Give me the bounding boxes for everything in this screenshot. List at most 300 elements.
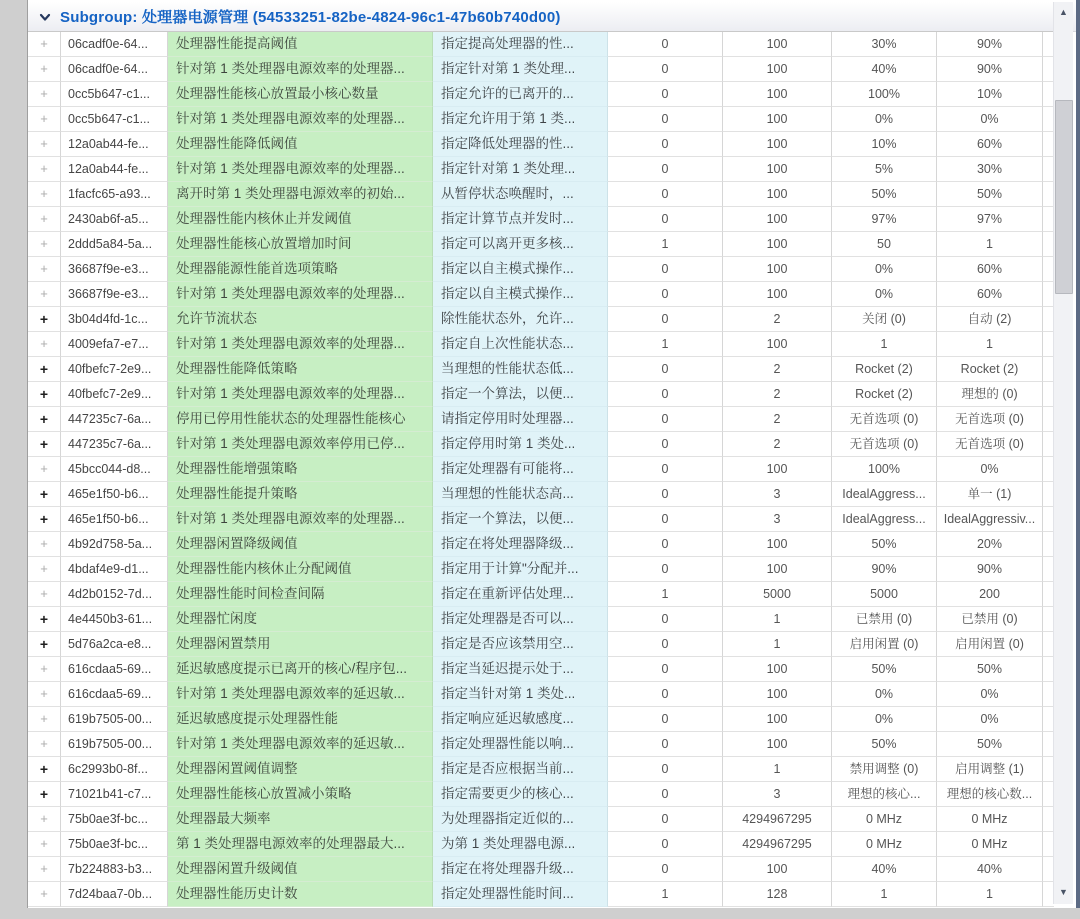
max-value-cell: 128 <box>723 882 832 907</box>
table-row[interactable] <box>28 282 1054 307</box>
table-row[interactable] <box>28 132 1054 157</box>
ac-value-cell[interactable]: 0 MHz <box>832 832 937 857</box>
setting-name-cell[interactable]: 处理器忙闲度 <box>168 607 433 632</box>
setting-name-cell[interactable]: 允许节流状态 <box>168 307 433 332</box>
max-value-cell: 100 <box>723 32 832 57</box>
expand-plus-icon[interactable]: + <box>28 682 61 707</box>
expand-plus-icon[interactable]: + <box>28 182 61 207</box>
table-row[interactable] <box>28 657 1054 682</box>
description-cell: 当理想的性能状态高... <box>433 482 608 507</box>
min-value-cell: 1 <box>608 232 723 257</box>
table-row[interactable] <box>28 307 1054 332</box>
max-value-cell: 100 <box>723 282 832 307</box>
table-row[interactable] <box>28 707 1054 732</box>
guid-cell: 75b0ae3f-bc... <box>61 807 168 832</box>
expand-plus-icon[interactable]: + <box>28 757 61 782</box>
ac-value-cell[interactable]: 97% <box>832 207 937 232</box>
table-row[interactable] <box>28 857 1054 882</box>
setting-name-cell[interactable]: 停用已停用性能状态的处理器性能核心 <box>168 407 433 432</box>
max-value-cell: 3 <box>723 482 832 507</box>
min-value-cell: 0 <box>608 557 723 582</box>
expand-plus-icon[interactable]: + <box>28 32 61 57</box>
expand-plus-icon[interactable]: + <box>28 782 61 807</box>
min-value-cell: 0 <box>608 507 723 532</box>
guid-cell: 465e1f50-b6... <box>61 482 168 507</box>
table-row[interactable] <box>28 207 1054 232</box>
max-value-cell: 100 <box>723 707 832 732</box>
min-value-cell: 0 <box>608 157 723 182</box>
max-value-cell: 1 <box>723 607 832 632</box>
ac-value-cell[interactable]: 30% <box>832 32 937 57</box>
setting-name-cell[interactable]: 延迟敏感度提示已离开的核心/程序包... <box>168 657 433 682</box>
table-row[interactable] <box>28 682 1054 707</box>
min-value-cell: 0 <box>608 807 723 832</box>
dc-value-cell[interactable]: 30% <box>937 157 1043 182</box>
min-value-cell: 0 <box>608 32 723 57</box>
dc-value-cell[interactable]: 启用闲置 (0) <box>937 632 1043 657</box>
min-value-cell: 0 <box>608 482 723 507</box>
setting-name-cell[interactable]: 针对第 1 类处理器电源效率的延迟敏... <box>168 682 433 707</box>
expand-plus-icon[interactable]: + <box>28 632 61 657</box>
max-value-cell: 5000 <box>723 582 832 607</box>
min-value-cell: 0 <box>608 707 723 732</box>
description-cell: 指定当针对第 1 类处... <box>433 682 608 707</box>
setting-name-cell[interactable]: 离开时第 1 类处理器电源效率的初始... <box>168 182 433 207</box>
description-cell: 指定一个算法，以便... <box>433 382 608 407</box>
setting-name-cell[interactable]: 处理器性能降低策略 <box>168 357 433 382</box>
max-value-cell: 1 <box>723 632 832 657</box>
min-value-cell: 0 <box>608 732 723 757</box>
dc-value-cell[interactable]: 97% <box>937 207 1043 232</box>
ac-value-cell[interactable]: 0 MHz <box>832 807 937 832</box>
guid-cell: 4d2b0152-7d... <box>61 582 168 607</box>
ac-value-cell[interactable]: 1 <box>832 332 937 357</box>
dc-value-cell[interactable]: 自动 (2) <box>937 307 1043 332</box>
min-value-cell: 1 <box>608 882 723 907</box>
expand-plus-icon[interactable]: + <box>28 607 61 632</box>
description-cell: 指定当延迟提示处于... <box>433 657 608 682</box>
dc-value-cell[interactable]: 40% <box>937 857 1043 882</box>
min-value-cell: 0 <box>608 432 723 457</box>
table-row[interactable] <box>28 82 1054 107</box>
guid-cell: 0cc5b647-c1... <box>61 107 168 132</box>
dc-value-cell[interactable]: 1 <box>937 232 1043 257</box>
window-right-edge <box>1076 0 1080 908</box>
table-row[interactable] <box>28 532 1054 557</box>
dc-value-cell[interactable]: 90% <box>937 57 1043 82</box>
min-value-cell: 0 <box>608 82 723 107</box>
table-row[interactable] <box>28 232 1054 257</box>
expand-plus-icon[interactable]: + <box>28 107 61 132</box>
setting-name-cell[interactable]: 处理器性能降低阈值 <box>168 132 433 157</box>
dc-value-cell[interactable]: 1 <box>937 882 1043 907</box>
table-row[interactable] <box>28 482 1054 507</box>
ac-value-cell[interactable]: 禁用调整 (0) <box>832 757 937 782</box>
ac-value-cell[interactable]: 50 <box>832 232 937 257</box>
table-row[interactable] <box>28 807 1054 832</box>
scroll-up-button[interactable]: ▲ <box>1054 3 1073 20</box>
dc-value-cell[interactable]: 1 <box>937 332 1043 357</box>
guid-cell: 06cadf0e-64... <box>61 57 168 82</box>
max-value-cell: 100 <box>723 82 832 107</box>
min-value-cell: 0 <box>608 307 723 332</box>
ac-value-cell[interactable]: 理想的核心... <box>832 782 937 807</box>
setting-name-cell[interactable]: 针对第 1 类处理器电源效率的处理器... <box>168 332 433 357</box>
ac-value-cell[interactable]: 关闭 (0) <box>832 307 937 332</box>
description-cell: 指定以自主模式操作... <box>433 282 608 307</box>
ac-value-cell[interactable]: 50% <box>832 732 937 757</box>
dc-value-cell[interactable]: 已禁用 (0) <box>937 607 1043 632</box>
ac-value-cell[interactable]: Rocket (2) <box>832 357 937 382</box>
setting-name-cell[interactable]: 处理器性能核心放置减小策略 <box>168 782 433 807</box>
min-value-cell: 0 <box>608 407 723 432</box>
setting-name-cell[interactable]: 针对第 1 类处理器电源效率的处理器... <box>168 107 433 132</box>
ac-value-cell[interactable]: 1 <box>832 882 937 907</box>
table-row[interactable] <box>28 507 1054 532</box>
description-cell: 指定允许用于第 1 类... <box>433 107 608 132</box>
setting-name-cell[interactable]: 处理器闲置升级阈值 <box>168 857 433 882</box>
table-row[interactable] <box>28 632 1054 657</box>
ac-value-cell[interactable]: 0% <box>832 707 937 732</box>
table-row[interactable] <box>28 407 1054 432</box>
guid-cell: 7d24baa7-0b... <box>61 882 168 907</box>
min-value-cell: 0 <box>608 132 723 157</box>
max-value-cell: 2 <box>723 307 832 332</box>
ac-value-cell[interactable]: 90% <box>832 557 937 582</box>
description-cell: 指定处理器性能以响... <box>433 732 608 757</box>
ac-value-cell[interactable]: 0% <box>832 257 937 282</box>
description-cell: 从暂停状态唤醒时，... <box>433 182 608 207</box>
expand-plus-icon[interactable]: + <box>28 382 61 407</box>
min-value-cell: 0 <box>608 382 723 407</box>
settings-table <box>28 31 1054 908</box>
min-value-cell: 0 <box>608 682 723 707</box>
guid-cell: 12a0ab44-fe... <box>61 157 168 182</box>
setting-name-cell[interactable]: 处理器闲置阈值调整 <box>168 757 433 782</box>
expand-plus-icon[interactable]: + <box>28 807 61 832</box>
setting-name-cell[interactable]: 针对第 1 类处理器电源效率停用已停... <box>168 432 433 457</box>
min-value-cell: 0 <box>608 657 723 682</box>
max-value-cell: 100 <box>723 332 832 357</box>
min-value-cell: 0 <box>608 357 723 382</box>
expand-plus-icon[interactable]: + <box>28 457 61 482</box>
expand-plus-icon[interactable]: + <box>28 557 61 582</box>
max-value-cell: 100 <box>723 457 832 482</box>
description-cell: 指定用于计算"分配并... <box>433 557 608 582</box>
ac-value-cell[interactable]: IdealAggress... <box>832 482 937 507</box>
dc-value-cell[interactable]: 200 <box>937 582 1043 607</box>
max-value-cell: 3 <box>723 782 832 807</box>
scrollbar-thumb[interactable] <box>1055 100 1073 294</box>
dc-value-cell[interactable]: 0% <box>937 707 1043 732</box>
min-value-cell: 0 <box>608 632 723 657</box>
ac-value-cell[interactable]: 40% <box>832 857 937 882</box>
dc-value-cell[interactable]: 理想的 (0) <box>937 382 1043 407</box>
max-value-cell: 100 <box>723 132 832 157</box>
expand-plus-icon[interactable]: + <box>28 532 61 557</box>
table-row[interactable] <box>28 382 1054 407</box>
ac-value-cell[interactable]: 5000 <box>832 582 937 607</box>
table-row[interactable] <box>28 182 1054 207</box>
max-value-cell: 4294967295 <box>723 807 832 832</box>
dc-value-cell[interactable]: 60% <box>937 132 1043 157</box>
dc-value-cell[interactable]: 0% <box>937 107 1043 132</box>
max-value-cell: 100 <box>723 57 832 82</box>
setting-name-cell[interactable]: 针对第 1 类处理器电源效率的处理器... <box>168 57 433 82</box>
description-cell: 指定针对第 1 类处理... <box>433 157 608 182</box>
ac-value-cell[interactable]: 0% <box>832 107 937 132</box>
guid-cell: 71021b41-c7... <box>61 782 168 807</box>
expand-plus-icon[interactable]: + <box>28 207 61 232</box>
max-value-cell: 100 <box>723 557 832 582</box>
max-value-cell: 100 <box>723 732 832 757</box>
table-row[interactable] <box>28 57 1054 82</box>
guid-cell: 447235c7-6a... <box>61 407 168 432</box>
guid-cell: 75b0ae3f-bc... <box>61 832 168 857</box>
expand-plus-icon[interactable]: + <box>28 82 61 107</box>
expand-plus-icon[interactable]: + <box>28 307 61 332</box>
dc-value-cell[interactable]: 单一 (1) <box>937 482 1043 507</box>
setting-name-cell[interactable]: 针对第 1 类处理器电源效率的处理器... <box>168 157 433 182</box>
description-cell: 指定计算节点并发时... <box>433 207 608 232</box>
setting-name-cell[interactable]: 处理器性能提升策略 <box>168 482 433 507</box>
max-value-cell: 100 <box>723 257 832 282</box>
description-cell: 指定在重新评估处理... <box>433 582 608 607</box>
scroll-down-button[interactable]: ▼ <box>1054 883 1073 900</box>
description-cell: 指定是否应根据当前... <box>433 757 608 782</box>
ac-value-cell[interactable]: 已禁用 (0) <box>832 607 937 632</box>
expand-plus-icon[interactable]: + <box>28 707 61 732</box>
guid-cell: 1facfc65-a93... <box>61 182 168 207</box>
min-value-cell: 1 <box>608 582 723 607</box>
dc-value-cell[interactable]: 20% <box>937 532 1043 557</box>
setting-name-cell[interactable]: 针对第 1 类处理器电源效率的处理器... <box>168 507 433 532</box>
expand-plus-icon[interactable]: + <box>28 332 61 357</box>
expand-plus-icon[interactable]: + <box>28 282 61 307</box>
table-row[interactable] <box>28 832 1054 857</box>
description-cell: 指定响应延迟敏感度... <box>433 707 608 732</box>
table-row[interactable] <box>28 557 1054 582</box>
ac-value-cell[interactable]: 50% <box>832 182 937 207</box>
min-value-cell: 0 <box>608 607 723 632</box>
table-row[interactable] <box>28 332 1054 357</box>
guid-cell: 06cadf0e-64... <box>61 32 168 57</box>
description-cell: 指定以自主模式操作... <box>433 257 608 282</box>
dc-value-cell[interactable]: 0 MHz <box>937 832 1043 857</box>
description-cell: 为处理器指定近似的... <box>433 807 608 832</box>
expand-plus-icon[interactable]: + <box>28 582 61 607</box>
subgroup-header[interactable] <box>28 2 1076 32</box>
table-row[interactable] <box>28 607 1054 632</box>
expand-plus-icon[interactable]: + <box>28 132 61 157</box>
description-cell: 为第 1 类处理器电源... <box>433 832 608 857</box>
ac-value-cell[interactable]: 50% <box>832 657 937 682</box>
description-cell: 指定自上次性能状态... <box>433 332 608 357</box>
setting-name-cell[interactable]: 处理器性能内核休止并发阈值 <box>168 207 433 232</box>
guid-cell: 45bcc044-d8... <box>61 457 168 482</box>
expand-plus-icon[interactable]: + <box>28 432 61 457</box>
table-row[interactable] <box>28 107 1054 132</box>
max-value-cell: 100 <box>723 157 832 182</box>
vertical-scrollbar[interactable] <box>1053 2 1073 904</box>
table-row[interactable] <box>28 882 1054 907</box>
description-cell: 指定降低处理器的性... <box>433 132 608 157</box>
ac-value-cell[interactable]: 无首选项 (0) <box>832 407 937 432</box>
max-value-cell: 2 <box>723 407 832 432</box>
setting-name-cell[interactable]: 处理器性能核心放置最小核心数量 <box>168 82 433 107</box>
min-value-cell: 0 <box>608 457 723 482</box>
description-cell: 请指定停用时处理器... <box>433 407 608 432</box>
dc-value-cell[interactable]: 10% <box>937 82 1043 107</box>
max-value-cell: 1 <box>723 757 832 782</box>
table-row[interactable] <box>28 157 1054 182</box>
description-cell: 指定在将处理器升级... <box>433 857 608 882</box>
description-cell: 指定针对第 1 类处理... <box>433 57 608 82</box>
min-value-cell: 0 <box>608 782 723 807</box>
dc-value-cell[interactable]: 60% <box>937 282 1043 307</box>
guid-cell: 40fbefc7-2e9... <box>61 382 168 407</box>
max-value-cell: 100 <box>723 207 832 232</box>
min-value-cell: 0 <box>608 532 723 557</box>
setting-name-cell[interactable]: 延迟敏感度提示处理器性能 <box>168 707 433 732</box>
expand-plus-icon[interactable]: + <box>28 232 61 257</box>
expand-plus-icon[interactable]: + <box>28 407 61 432</box>
setting-name-cell[interactable]: 处理器性能内核休止分配阈值 <box>168 557 433 582</box>
dc-value-cell[interactable]: 0 MHz <box>937 807 1043 832</box>
guid-cell: 4b92d758-5a... <box>61 532 168 557</box>
dc-value-cell[interactable]: 60% <box>937 257 1043 282</box>
table-row[interactable] <box>28 257 1054 282</box>
min-value-cell: 0 <box>608 257 723 282</box>
setting-name-cell[interactable]: 处理器性能核心放置增加时间 <box>168 232 433 257</box>
subgroup-title: Subgroup: 处理器电源管理 (54533251-82be-4824-96c1-47b60b740d00) <box>60 9 561 26</box>
ac-value-cell[interactable]: 无首选项 (0) <box>832 432 937 457</box>
expand-plus-icon[interactable]: + <box>28 257 61 282</box>
expand-plus-icon[interactable]: + <box>28 832 61 857</box>
settings-panel <box>27 0 1076 908</box>
dc-value-cell[interactable]: 90% <box>937 557 1043 582</box>
expand-plus-icon[interactable]: + <box>28 507 61 532</box>
ac-value-cell[interactable]: IdealAggress... <box>832 507 937 532</box>
ac-value-cell[interactable]: 50% <box>832 532 937 557</box>
guid-cell: 619b7505-00... <box>61 707 168 732</box>
description-cell: 指定需要更少的核心... <box>433 782 608 807</box>
description-cell: 除性能状态外，允许... <box>433 307 608 332</box>
expand-plus-icon[interactable]: + <box>28 357 61 382</box>
min-value-cell: 0 <box>608 832 723 857</box>
dc-value-cell[interactable]: Rocket (2) <box>937 357 1043 382</box>
min-value-cell: 0 <box>608 757 723 782</box>
ac-value-cell[interactable]: 启用闲置 (0) <box>832 632 937 657</box>
guid-cell: 619b7505-00... <box>61 732 168 757</box>
table-row[interactable] <box>28 732 1054 757</box>
description-cell: 指定是否应该禁用空... <box>433 632 608 657</box>
chevron-down-icon[interactable] <box>38 10 52 24</box>
ac-value-cell[interactable]: 5% <box>832 157 937 182</box>
guid-cell: 6c2993b0-8f... <box>61 757 168 782</box>
dc-value-cell[interactable]: 0% <box>937 682 1043 707</box>
description-cell: 指定提高处理器的性... <box>433 32 608 57</box>
setting-name-cell[interactable]: 处理器性能增强策略 <box>168 457 433 482</box>
guid-cell: 2ddd5a84-5a... <box>61 232 168 257</box>
dc-value-cell[interactable]: 无首选项 (0) <box>937 407 1043 432</box>
setting-name-cell[interactable]: 处理器闲置禁用 <box>168 632 433 657</box>
ac-value-cell[interactable]: 40% <box>832 57 937 82</box>
expand-plus-icon[interactable]: + <box>28 657 61 682</box>
table-row[interactable] <box>28 457 1054 482</box>
dc-value-cell[interactable]: 启用调整 (1) <box>937 757 1043 782</box>
dc-value-cell[interactable]: 0% <box>937 457 1043 482</box>
setting-name-cell[interactable]: 处理器闲置降级阈值 <box>168 532 433 557</box>
expand-plus-icon[interactable]: + <box>28 482 61 507</box>
dc-value-cell[interactable]: IdealAggressiv... <box>937 507 1043 532</box>
expand-plus-icon[interactable]: + <box>28 157 61 182</box>
ac-value-cell[interactable]: 0% <box>832 682 937 707</box>
max-value-cell: 100 <box>723 232 832 257</box>
ac-value-cell[interactable]: 100% <box>832 82 937 107</box>
max-value-cell: 100 <box>723 182 832 207</box>
guid-cell: 36687f9e-e3... <box>61 257 168 282</box>
dc-value-cell[interactable]: 90% <box>937 32 1043 57</box>
ac-value-cell[interactable]: Rocket (2) <box>832 382 937 407</box>
dc-value-cell[interactable]: 50% <box>937 657 1043 682</box>
ac-value-cell[interactable]: 100% <box>832 457 937 482</box>
setting-name-cell[interactable]: 第 1 类处理器电源效率的处理器最大... <box>168 832 433 857</box>
table-row[interactable] <box>28 32 1054 57</box>
setting-name-cell[interactable]: 处理器性能提高阈值 <box>168 32 433 57</box>
setting-name-cell[interactable]: 处理器最大频率 <box>168 807 433 832</box>
expand-plus-icon[interactable]: + <box>28 57 61 82</box>
min-value-cell: 0 <box>608 857 723 882</box>
dc-value-cell[interactable]: 50% <box>937 732 1043 757</box>
setting-name-cell[interactable]: 处理器性能历史计数 <box>168 882 433 907</box>
guid-cell: 5d76a2ca-e8... <box>61 632 168 657</box>
guid-cell: 4bdaf4e9-d1... <box>61 557 168 582</box>
guid-cell: 12a0ab44-fe... <box>61 132 168 157</box>
dc-value-cell[interactable]: 50% <box>937 182 1043 207</box>
table-row[interactable] <box>28 582 1054 607</box>
ac-value-cell[interactable]: 0% <box>832 282 937 307</box>
setting-name-cell[interactable]: 处理器性能时间检查间隔 <box>168 582 433 607</box>
table-row[interactable] <box>28 432 1054 457</box>
description-cell: 指定处理器是否可以... <box>433 607 608 632</box>
guid-cell: 0cc5b647-c1... <box>61 82 168 107</box>
guid-cell: 616cdaa5-69... <box>61 657 168 682</box>
guid-cell: 465e1f50-b6... <box>61 507 168 532</box>
dc-value-cell[interactable]: 无首选项 (0) <box>937 432 1043 457</box>
expand-plus-icon[interactable]: + <box>28 882 61 907</box>
max-value-cell: 2 <box>723 432 832 457</box>
expand-plus-icon[interactable]: + <box>28 857 61 882</box>
expand-plus-icon[interactable]: + <box>28 732 61 757</box>
description-cell: 指定停用时第 1 类处... <box>433 432 608 457</box>
guid-cell: 4009efa7-e7... <box>61 332 168 357</box>
ac-value-cell[interactable]: 10% <box>832 132 937 157</box>
table-row[interactable] <box>28 782 1054 807</box>
setting-name-cell[interactable]: 处理器能源性能首选项策略 <box>168 257 433 282</box>
table-row[interactable] <box>28 357 1054 382</box>
setting-name-cell[interactable]: 针对第 1 类处理器电源效率的延迟敏... <box>168 732 433 757</box>
table-row[interactable] <box>28 757 1054 782</box>
guid-cell: 3b04d4fd-1c... <box>61 307 168 332</box>
setting-name-cell[interactable]: 针对第 1 类处理器电源效率的处理器... <box>168 282 433 307</box>
max-value-cell: 100 <box>723 682 832 707</box>
guid-cell: 616cdaa5-69... <box>61 682 168 707</box>
setting-name-cell[interactable]: 针对第 1 类处理器电源效率的处理器... <box>168 382 433 407</box>
description-cell: 指定处理器性能时间... <box>433 882 608 907</box>
description-cell: 指定处理器有可能将... <box>433 457 608 482</box>
dc-value-cell[interactable]: 理想的核心数... <box>937 782 1043 807</box>
